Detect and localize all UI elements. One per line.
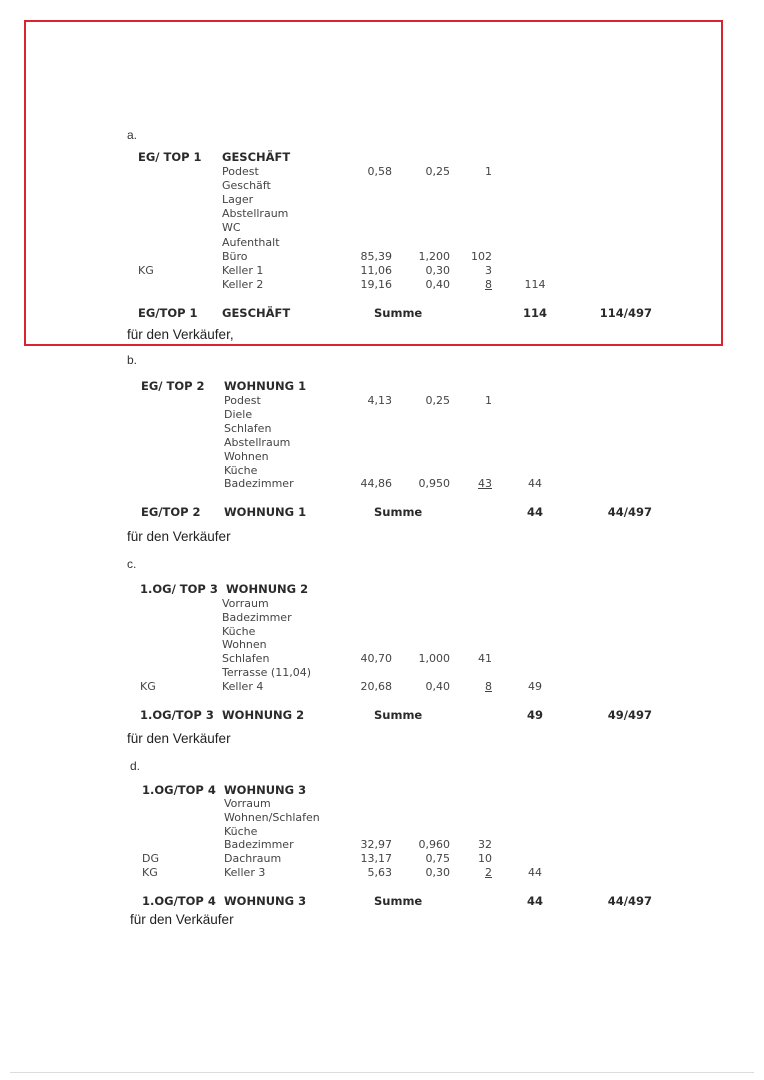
sum-row xyxy=(0,894,764,908)
row-room-name: Küche xyxy=(224,463,258,477)
sum-row xyxy=(0,505,764,519)
sum-share: 49/497 xyxy=(607,708,652,722)
sum-total: 114 xyxy=(522,306,547,320)
row-units: 8 xyxy=(485,679,492,693)
table-row xyxy=(0,477,764,491)
row-room-name: Diele xyxy=(224,407,253,421)
row-units: 8 xyxy=(485,277,492,291)
row-factor: 0,30 xyxy=(425,263,450,277)
row-factor: 0,30 xyxy=(425,866,450,879)
row-units: 102 xyxy=(471,249,492,263)
row-room-name: Keller 3 xyxy=(224,866,266,879)
row-room-name: Badezimmer xyxy=(224,838,294,852)
table-row xyxy=(0,436,764,450)
table-row xyxy=(0,179,764,193)
table-row xyxy=(0,422,764,436)
table-row xyxy=(0,866,764,880)
row-room-name: Geschäft xyxy=(222,179,271,193)
row-room-name: Badezimmer xyxy=(224,477,294,491)
sum-row xyxy=(0,708,764,722)
row-units: 32 xyxy=(478,838,492,852)
table-row xyxy=(0,825,764,839)
row-units: 10 xyxy=(478,852,492,866)
sum-total: 49 xyxy=(526,708,543,722)
table-row xyxy=(0,811,764,825)
table-row xyxy=(0,221,764,235)
row-room-name: Podest xyxy=(224,394,261,407)
row-area: 20,68 xyxy=(360,679,392,693)
row-units: 1 xyxy=(485,165,492,178)
row-factor: 1,200 xyxy=(418,249,450,263)
title-name: WOHNUNG 1 xyxy=(224,379,307,393)
row-total: 44 xyxy=(528,866,542,879)
row-units: 1 xyxy=(485,394,492,407)
row-room-name: Schlafen xyxy=(224,421,272,435)
row-room-name: WC xyxy=(222,221,241,235)
sum-floor: 1.OG/TOP 3 xyxy=(140,708,214,722)
sum-share: 44/497 xyxy=(607,505,652,519)
sum-name: GESCHÄFT xyxy=(222,306,291,320)
table-row xyxy=(0,450,764,464)
row-room-name: Vorraum xyxy=(224,797,271,810)
row-factor: 0,960 xyxy=(418,838,450,852)
section-letter: a. xyxy=(127,128,138,142)
table-row xyxy=(0,278,764,292)
row-room-name: Büro xyxy=(222,249,248,263)
table-row xyxy=(0,464,764,478)
table-row xyxy=(0,394,764,408)
sum-share: 114/497 xyxy=(599,306,652,320)
row-room-name: Terrasse (11,04) xyxy=(222,666,312,679)
row-room-name: Dachraum xyxy=(224,852,282,866)
row-floor: KG xyxy=(142,866,158,879)
sum-label: Summe xyxy=(374,306,423,320)
row-room-name: Keller 1 xyxy=(222,263,264,277)
row-factor: 0,950 xyxy=(418,477,450,491)
table-row xyxy=(0,625,764,639)
row-units: 2 xyxy=(485,866,492,879)
section-title xyxy=(0,150,764,164)
row-units: 3 xyxy=(485,263,492,277)
row-room-name: Abstellraum xyxy=(224,435,291,449)
row-room-name: Wohnen xyxy=(224,449,269,463)
table-row xyxy=(0,207,764,221)
table-row xyxy=(0,611,764,625)
sum-total: 44 xyxy=(526,505,543,519)
row-floor: KG xyxy=(138,263,154,277)
table-row xyxy=(0,838,764,852)
row-room-name: Vorraum xyxy=(222,597,269,610)
table-row xyxy=(0,597,764,611)
sum-label: Summe xyxy=(374,505,423,519)
table-row xyxy=(0,165,764,179)
row-room-name: Lager xyxy=(222,193,254,207)
seller-note: für den Verkäufer xyxy=(127,529,231,544)
table-row xyxy=(0,250,764,264)
title-floor: 1.OG/TOP 4 xyxy=(142,783,216,797)
row-factor: 0,40 xyxy=(425,277,450,291)
section-letter: d. xyxy=(130,759,141,773)
row-total: 49 xyxy=(528,679,542,693)
sum-label: Summe xyxy=(374,708,423,722)
row-area: 11,06 xyxy=(360,263,392,277)
table-row xyxy=(0,638,764,652)
row-room-name: Wohnen xyxy=(222,638,267,652)
row-area: 5,63 xyxy=(367,866,392,879)
title-name: WOHNUNG 2 xyxy=(226,582,309,596)
section-title xyxy=(0,783,764,797)
sum-floor: EG/TOP 1 xyxy=(138,306,198,320)
sum-name: WOHNUNG 1 xyxy=(224,505,307,519)
row-area: 13,17 xyxy=(360,852,392,866)
section-title xyxy=(0,379,764,393)
row-room-name: Abstellraum xyxy=(222,207,289,221)
table-row xyxy=(0,264,764,278)
title-floor: EG/ TOP 2 xyxy=(141,379,205,393)
section-letter: c. xyxy=(127,557,137,571)
row-area: 44,86 xyxy=(360,477,392,491)
row-factor: 0,25 xyxy=(425,165,450,178)
sum-floor: EG/TOP 2 xyxy=(141,505,201,519)
row-room-name: Keller 4 xyxy=(222,679,264,693)
table-row xyxy=(0,236,764,250)
sum-floor: 1.OG/TOP 4 xyxy=(142,894,216,908)
table-row xyxy=(0,193,764,207)
row-room-name: Podest xyxy=(222,165,259,178)
row-floor: DG xyxy=(142,852,159,866)
section-letter: b. xyxy=(127,353,138,367)
title-name: WOHNUNG 3 xyxy=(224,783,307,797)
row-area: 19,16 xyxy=(360,277,392,291)
row-room-name: Keller 2 xyxy=(222,277,264,291)
row-factor: 0,40 xyxy=(425,679,450,693)
seller-note: für den Verkäufer xyxy=(127,731,231,746)
sum-name: WOHNUNG 2 xyxy=(222,708,305,722)
row-room-name: Wohnen/Schlafen xyxy=(224,810,320,824)
page-edge-line xyxy=(10,1072,754,1073)
row-floor: KG xyxy=(140,679,156,693)
seller-note: für den Verkäufer xyxy=(130,912,234,927)
table-row xyxy=(0,652,764,666)
row-room-name: Schlafen xyxy=(222,652,270,666)
row-factor: 1,000 xyxy=(418,652,450,666)
title-floor: EG/ TOP 1 xyxy=(138,150,202,164)
row-factor: 0,75 xyxy=(425,852,450,866)
row-area: 40,70 xyxy=(360,652,392,666)
section-title xyxy=(0,582,764,596)
table-row xyxy=(0,408,764,422)
table-row xyxy=(0,666,764,680)
row-units: 41 xyxy=(478,652,492,666)
table-row xyxy=(0,797,764,811)
sum-total: 44 xyxy=(526,894,543,908)
title-floor: 1.OG/ TOP 3 xyxy=(140,582,218,596)
table-row xyxy=(0,680,764,694)
row-room-name: Küche xyxy=(224,824,258,838)
row-area: 0,58 xyxy=(367,165,392,178)
row-room-name: Aufenthalt xyxy=(222,235,280,249)
sum-row xyxy=(0,306,764,320)
seller-note: für den Verkäufer, xyxy=(127,327,234,342)
row-units: 43 xyxy=(478,477,492,491)
row-total: 44 xyxy=(528,477,542,491)
row-room-name: Badezimmer xyxy=(222,610,292,624)
title-name: GESCHÄFT xyxy=(222,150,291,164)
sum-share: 44/497 xyxy=(607,894,652,908)
row-area: 85,39 xyxy=(360,249,392,263)
sum-name: WOHNUNG 3 xyxy=(224,894,307,908)
table-row xyxy=(0,852,764,866)
row-area: 4,13 xyxy=(367,394,392,407)
row-room-name: Küche xyxy=(222,624,256,638)
row-total: 114 xyxy=(524,277,546,291)
row-area: 32,97 xyxy=(360,838,392,852)
sum-label: Summe xyxy=(374,894,423,908)
row-factor: 0,25 xyxy=(425,394,450,407)
